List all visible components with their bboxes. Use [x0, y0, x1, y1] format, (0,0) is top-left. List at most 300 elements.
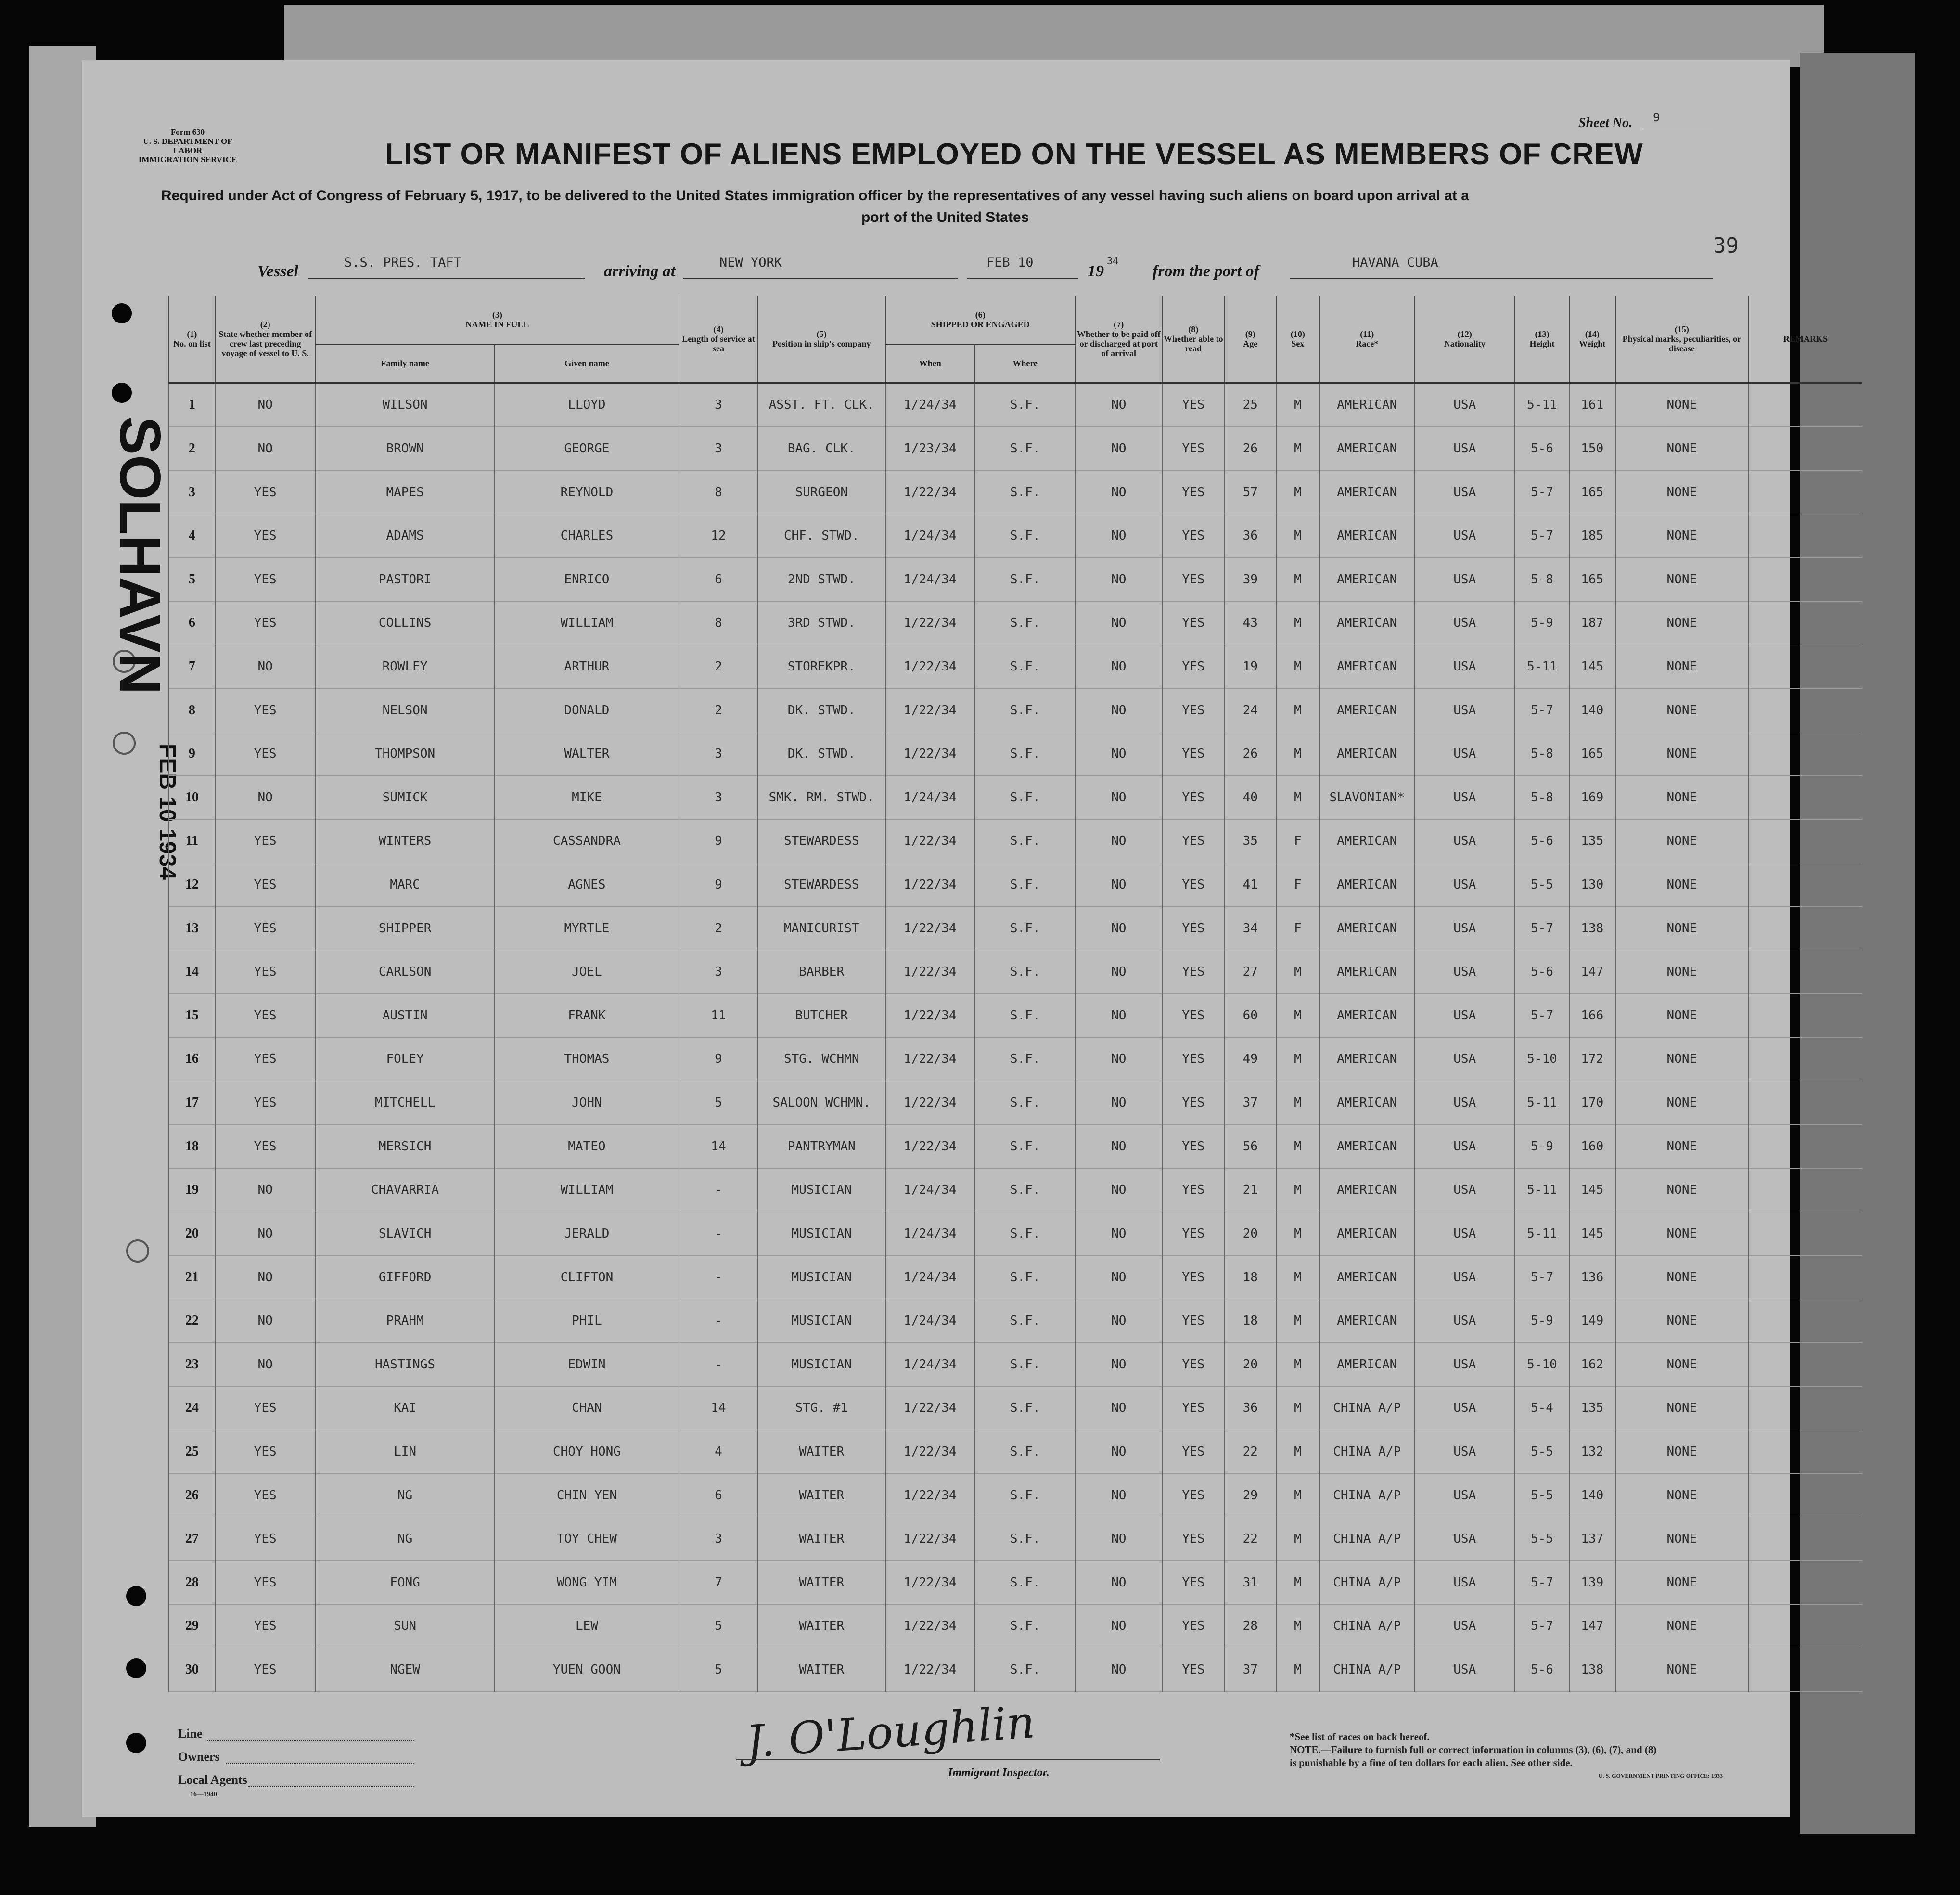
- cell-when: 1/22/34: [885, 994, 975, 1038]
- cell-age: 29: [1225, 1473, 1276, 1517]
- cell-family: SUN: [316, 1604, 495, 1648]
- cell-no: 20: [169, 1212, 215, 1256]
- header-col-14: (14) Weight: [1569, 296, 1615, 383]
- cell-age: 41: [1225, 863, 1276, 907]
- cell-marks: NONE: [1615, 1212, 1748, 1256]
- cell-service: 2: [679, 645, 758, 689]
- binder-hole: [112, 383, 132, 403]
- cell-family: CHAVARRIA: [316, 1168, 495, 1212]
- back-sheet-top: [284, 5, 1824, 67]
- cell-no: 10: [169, 776, 215, 820]
- header-col-3: (3) NAME IN FULL: [316, 296, 679, 344]
- cell-marks: NONE: [1615, 819, 1748, 863]
- cell-where: S.F.: [975, 1430, 1076, 1474]
- table-row: [169, 1561, 1862, 1605]
- cell-age: 60: [1225, 994, 1276, 1038]
- cell-prev: YES: [215, 601, 316, 645]
- cell-race: AMERICAN: [1319, 1255, 1414, 1299]
- cell-where: S.F.: [975, 688, 1076, 732]
- cell-paid: NO: [1076, 470, 1162, 514]
- cell-where: S.F.: [975, 1037, 1076, 1081]
- cell-marks: NONE: [1615, 1342, 1748, 1386]
- cell-race: AMERICAN: [1319, 1299, 1414, 1343]
- cell-paid: NO: [1076, 1212, 1162, 1256]
- cell-nat: USA: [1414, 776, 1515, 820]
- cell-weight: 165: [1569, 557, 1615, 601]
- cell-read: YES: [1162, 1124, 1225, 1168]
- table-row: [169, 557, 1862, 601]
- cell-nat: USA: [1414, 1473, 1515, 1517]
- cell-age: 21: [1225, 1168, 1276, 1212]
- table-row: [169, 1604, 1862, 1648]
- cell-weight: 185: [1569, 514, 1615, 558]
- table-row: [169, 1255, 1862, 1299]
- cell-position: MANICURIST: [758, 906, 885, 950]
- cell-no: 22: [169, 1299, 215, 1343]
- cell-paid: NO: [1076, 645, 1162, 689]
- cell-sex: M: [1276, 514, 1319, 558]
- cell-family: MAPES: [316, 470, 495, 514]
- cell-where: S.F.: [975, 1604, 1076, 1648]
- cell-remarks: [1748, 1037, 1862, 1081]
- cell-read: YES: [1162, 994, 1225, 1038]
- cell-no: 18: [169, 1124, 215, 1168]
- cell-where: S.F.: [975, 1124, 1076, 1168]
- cell-paid: NO: [1076, 732, 1162, 776]
- cell-given: ENRICO: [495, 557, 679, 601]
- cell-nat: USA: [1414, 470, 1515, 514]
- cell-weight: 161: [1569, 383, 1615, 427]
- cell-age: 28: [1225, 1604, 1276, 1648]
- cell-remarks: [1748, 1212, 1862, 1256]
- service-name: IMMIGRATION SERVICE: [138, 155, 237, 164]
- cell-given: JOEL: [495, 950, 679, 994]
- table-row: [169, 470, 1862, 514]
- page-title: LIST OR MANIFEST OF ALIENS EMPLOYED ON THE VESSEL AS MEMBERS OF CREW: [385, 138, 1643, 171]
- cell-age: 43: [1225, 601, 1276, 645]
- cell-read: YES: [1162, 1168, 1225, 1212]
- table-row: [169, 732, 1862, 776]
- cell-remarks: [1748, 470, 1862, 514]
- form-number: Form 630: [170, 128, 205, 137]
- cell-service: -: [679, 1342, 758, 1386]
- owners-label: Owners: [178, 1750, 220, 1764]
- cell-paid: NO: [1076, 1081, 1162, 1125]
- cell-when: 1/22/34: [885, 601, 975, 645]
- cell-race: CHINA A/P: [1319, 1386, 1414, 1430]
- cell-paid: NO: [1076, 1342, 1162, 1386]
- cell-age: 37: [1225, 1081, 1276, 1125]
- cell-nat: USA: [1414, 994, 1515, 1038]
- cell-remarks: [1748, 383, 1862, 427]
- cell-race: SLAVONIAN*: [1319, 776, 1414, 820]
- cell-marks: NONE: [1615, 645, 1748, 689]
- cell-weight: 162: [1569, 1342, 1615, 1386]
- cell-service: 5: [679, 1081, 758, 1125]
- cell-read: YES: [1162, 1255, 1225, 1299]
- cell-weight: 135: [1569, 1386, 1615, 1430]
- cell-height: 5-7: [1515, 906, 1569, 950]
- cell-read: YES: [1162, 776, 1225, 820]
- departure-port: HAVANA CUBA: [1352, 255, 1438, 270]
- cell-position: STG. WCHMN: [758, 1037, 885, 1081]
- cell-no: 16: [169, 1037, 215, 1081]
- cell-remarks: [1748, 1081, 1862, 1125]
- cell-given: WALTER: [495, 732, 679, 776]
- cell-sex: M: [1276, 1212, 1319, 1256]
- cell-when: 1/22/34: [885, 950, 975, 994]
- cell-height: 5-5: [1515, 1517, 1569, 1561]
- cell-height: 5-11: [1515, 1081, 1569, 1125]
- cell-when: 1/22/34: [885, 688, 975, 732]
- cell-nat: USA: [1414, 1124, 1515, 1168]
- cell-height: 5-11: [1515, 383, 1569, 427]
- table-row: [169, 1648, 1862, 1692]
- cell-prev: YES: [215, 557, 316, 601]
- header-where: Where: [975, 344, 1076, 383]
- cell-prev: YES: [215, 1473, 316, 1517]
- cell-weight: 165: [1569, 470, 1615, 514]
- cell-remarks: [1748, 732, 1862, 776]
- cell-age: 31: [1225, 1561, 1276, 1605]
- cell-race: AMERICAN: [1319, 950, 1414, 994]
- cell-weight: 147: [1569, 950, 1615, 994]
- cell-no: 30: [169, 1648, 215, 1692]
- cell-weight: 136: [1569, 1255, 1615, 1299]
- cell-given: WONG YIM: [495, 1561, 679, 1605]
- cell-no: 28: [169, 1561, 215, 1605]
- cell-paid: NO: [1076, 863, 1162, 907]
- header-col-11: (11) Race*: [1319, 296, 1414, 383]
- binder-ring: [113, 732, 136, 755]
- cell-when: 1/22/34: [885, 1124, 975, 1168]
- cell-given: CHOY HONG: [495, 1430, 679, 1474]
- cell-sex: M: [1276, 1124, 1319, 1168]
- cell-nat: USA: [1414, 1299, 1515, 1343]
- cell-paid: NO: [1076, 1168, 1162, 1212]
- cell-paid: NO: [1076, 383, 1162, 427]
- table-row: [169, 1081, 1862, 1125]
- cell-remarks: [1748, 1168, 1862, 1212]
- cell-nat: USA: [1414, 427, 1515, 471]
- cell-where: S.F.: [975, 1299, 1076, 1343]
- cell-where: S.F.: [975, 1212, 1076, 1256]
- line-underline: [207, 1740, 414, 1741]
- cell-nat: USA: [1414, 514, 1515, 558]
- cell-when: 1/24/34: [885, 557, 975, 601]
- cell-service: 3: [679, 383, 758, 427]
- table-row: [169, 1168, 1862, 1212]
- cell-sex: M: [1276, 601, 1319, 645]
- binder-hole: [126, 1658, 146, 1678]
- cell-marks: NONE: [1615, 601, 1748, 645]
- table-row: [169, 1342, 1862, 1386]
- cell-sex: M: [1276, 645, 1319, 689]
- cell-where: S.F.: [975, 1473, 1076, 1517]
- cell-service: 2: [679, 906, 758, 950]
- cell-sex: M: [1276, 1473, 1319, 1517]
- cell-service: 3: [679, 1517, 758, 1561]
- cell-family: NG: [316, 1473, 495, 1517]
- cell-marks: NONE: [1615, 1037, 1748, 1081]
- cell-weight: 135: [1569, 819, 1615, 863]
- cell-read: YES: [1162, 1604, 1225, 1648]
- cell-family: SUMICK: [316, 776, 495, 820]
- date-underline: [967, 278, 1078, 279]
- cell-read: YES: [1162, 601, 1225, 645]
- cell-nat: USA: [1414, 1517, 1515, 1561]
- cell-given: FRANK: [495, 994, 679, 1038]
- cell-height: 5-9: [1515, 601, 1569, 645]
- table-row: [169, 1517, 1862, 1561]
- cell-when: 1/22/34: [885, 1561, 975, 1605]
- cell-where: S.F.: [975, 383, 1076, 427]
- cell-position: MUSICIAN: [758, 1299, 885, 1343]
- table-row: [169, 950, 1862, 994]
- table-row: [169, 1430, 1862, 1474]
- cell-no: 4: [169, 514, 215, 558]
- cell-weight: 140: [1569, 1473, 1615, 1517]
- cell-no: 13: [169, 906, 215, 950]
- cell-read: YES: [1162, 1299, 1225, 1343]
- cell-position: BUTCHER: [758, 994, 885, 1038]
- cell-given: CHAN: [495, 1386, 679, 1430]
- cell-weight: 140: [1569, 688, 1615, 732]
- cell-when: 1/24/34: [885, 776, 975, 820]
- cell-no: 15: [169, 994, 215, 1038]
- cell-height: 5-6: [1515, 1648, 1569, 1692]
- cell-sex: M: [1276, 688, 1319, 732]
- cell-marks: NONE: [1615, 1561, 1748, 1605]
- header-col-8: (8) Whether able to read: [1162, 296, 1225, 383]
- cell-position: WAITER: [758, 1473, 885, 1517]
- header-col-9: (9) Age: [1225, 296, 1276, 383]
- cell-marks: NONE: [1615, 688, 1748, 732]
- header-col-6: (6) SHIPPED OR ENGAGED: [885, 296, 1076, 344]
- fine-note-line-2: is punishable by a fine of ten dollars for each alien. See other side.: [1290, 1757, 1573, 1768]
- cell-paid: NO: [1076, 1386, 1162, 1430]
- cell-read: YES: [1162, 1342, 1225, 1386]
- cell-where: S.F.: [975, 1517, 1076, 1561]
- cell-sex: F: [1276, 863, 1319, 907]
- cell-marks: NONE: [1615, 1081, 1748, 1125]
- cell-position: STOREKPR.: [758, 645, 885, 689]
- cell-race: AMERICAN: [1319, 470, 1414, 514]
- crew-manifest-table: [168, 296, 1862, 1692]
- cell-when: 1/22/34: [885, 1081, 975, 1125]
- cell-where: S.F.: [975, 470, 1076, 514]
- cell-race: CHINA A/P: [1319, 1517, 1414, 1561]
- cell-race: CHINA A/P: [1319, 1430, 1414, 1474]
- form-id: [135, 128, 241, 164]
- cell-marks: NONE: [1615, 1168, 1748, 1212]
- cell-no: 25: [169, 1430, 215, 1474]
- cell-where: S.F.: [975, 950, 1076, 994]
- cell-read: YES: [1162, 863, 1225, 907]
- cell-race: AMERICAN: [1319, 1168, 1414, 1212]
- cell-remarks: [1748, 776, 1862, 820]
- binder-ring: [126, 1239, 149, 1263]
- table-row: [169, 906, 1862, 950]
- cell-sex: M: [1276, 1255, 1319, 1299]
- cell-weight: 165: [1569, 732, 1615, 776]
- cell-given: ARTHUR: [495, 645, 679, 689]
- cell-weight: 145: [1569, 1212, 1615, 1256]
- cell-height: 5-6: [1515, 950, 1569, 994]
- cell-given: THOMAS: [495, 1037, 679, 1081]
- cell-read: YES: [1162, 1517, 1225, 1561]
- cell-service: 9: [679, 1037, 758, 1081]
- cell-paid: NO: [1076, 1430, 1162, 1474]
- header-col-12: (12) Nationality: [1414, 296, 1515, 383]
- cell-family: NG: [316, 1517, 495, 1561]
- cell-position: ASST. FT. CLK.: [758, 383, 885, 427]
- cell-age: 26: [1225, 732, 1276, 776]
- cell-no: 21: [169, 1255, 215, 1299]
- from-port-label: from the port of: [1153, 262, 1259, 280]
- binder-hole: [112, 303, 132, 323]
- table-row: [169, 383, 1862, 427]
- races-note: [1290, 1730, 1723, 1782]
- cell-where: S.F.: [975, 1648, 1076, 1692]
- cell-sex: M: [1276, 1299, 1319, 1343]
- cell-weight: 147: [1569, 1604, 1615, 1648]
- cell-given: EDWIN: [495, 1342, 679, 1386]
- agents-underline: [248, 1786, 414, 1787]
- cell-height: 5-11: [1515, 645, 1569, 689]
- cell-given: JOHN: [495, 1081, 679, 1125]
- cell-where: S.F.: [975, 557, 1076, 601]
- cell-remarks: [1748, 1342, 1862, 1386]
- cell-position: SMK. RM. STWD.: [758, 776, 885, 820]
- cell-service: 6: [679, 1473, 758, 1517]
- cell-service: -: [679, 1212, 758, 1256]
- cell-paid: NO: [1076, 994, 1162, 1038]
- races-note-line: *See list of races on back hereof.: [1290, 1731, 1430, 1742]
- cell-height: 5-7: [1515, 514, 1569, 558]
- cell-weight: 138: [1569, 906, 1615, 950]
- cell-age: 35: [1225, 819, 1276, 863]
- table-row: [169, 1212, 1862, 1256]
- cell-race: AMERICAN: [1319, 383, 1414, 427]
- cell-race: CHINA A/P: [1319, 1561, 1414, 1605]
- cell-nat: USA: [1414, 906, 1515, 950]
- cell-marks: NONE: [1615, 427, 1748, 471]
- cell-prev: YES: [215, 863, 316, 907]
- sheet-number: 9: [1653, 111, 1660, 124]
- cell-position: PANTRYMAN: [758, 1124, 885, 1168]
- cell-remarks: [1748, 863, 1862, 907]
- cell-family: GIFFORD: [316, 1255, 495, 1299]
- cell-given: WILLIAM: [495, 601, 679, 645]
- cell-prev: NO: [215, 1255, 316, 1299]
- cell-prev: YES: [215, 1648, 316, 1692]
- cell-height: 5-10: [1515, 1037, 1569, 1081]
- cell-no: 8: [169, 688, 215, 732]
- cell-service: 7: [679, 1561, 758, 1605]
- cell-sex: M: [1276, 1386, 1319, 1430]
- cell-no: 7: [169, 645, 215, 689]
- cell-age: 20: [1225, 1342, 1276, 1386]
- cell-sex: M: [1276, 383, 1319, 427]
- cell-service: 14: [679, 1124, 758, 1168]
- port-underline: [1290, 278, 1713, 279]
- arrival-underline: [683, 278, 958, 279]
- crew-rows: [169, 383, 1862, 1692]
- cell-marks: NONE: [1615, 1604, 1748, 1648]
- cell-position: STG. #1: [758, 1386, 885, 1430]
- cell-paid: NO: [1076, 427, 1162, 471]
- cell-no: 5: [169, 557, 215, 601]
- cell-family: COLLINS: [316, 601, 495, 645]
- year-prefix: 19: [1088, 262, 1104, 280]
- cell-paid: NO: [1076, 1255, 1162, 1299]
- cell-read: YES: [1162, 1386, 1225, 1430]
- line-label: Line: [178, 1727, 203, 1740]
- cell-prev: YES: [215, 1386, 316, 1430]
- header-col-10: (10) Sex: [1276, 296, 1319, 383]
- vessel-underline: [308, 278, 585, 279]
- header-given-name: Given name: [495, 344, 679, 383]
- cell-remarks: [1748, 1517, 1862, 1561]
- cell-race: AMERICAN: [1319, 601, 1414, 645]
- cell-race: AMERICAN: [1319, 514, 1414, 558]
- cell-service: 9: [679, 819, 758, 863]
- cell-prev: NO: [215, 1342, 316, 1386]
- cell-race: AMERICAN: [1319, 906, 1414, 950]
- cell-service: 5: [679, 1648, 758, 1692]
- vessel-label: Vessel: [257, 262, 298, 280]
- table-row: [169, 776, 1862, 820]
- cell-race: AMERICAN: [1319, 1081, 1414, 1125]
- cell-paid: NO: [1076, 776, 1162, 820]
- cell-service: -: [679, 1299, 758, 1343]
- cell-family: WILSON: [316, 383, 495, 427]
- cell-read: YES: [1162, 732, 1225, 776]
- cell-nat: USA: [1414, 557, 1515, 601]
- department-name: U. S. DEPARTMENT OF LABOR: [143, 137, 232, 155]
- cell-nat: USA: [1414, 383, 1515, 427]
- header-remarks: REMARKS: [1748, 296, 1862, 383]
- table-row: [169, 1386, 1862, 1430]
- date-stamp: FEB 10 1934: [154, 744, 180, 880]
- cell-when: 1/22/34: [885, 1648, 975, 1692]
- table-row: [169, 1037, 1862, 1081]
- cell-marks: NONE: [1615, 732, 1748, 776]
- cell-when: 1/22/34: [885, 645, 975, 689]
- cell-nat: USA: [1414, 1604, 1515, 1648]
- cell-nat: USA: [1414, 819, 1515, 863]
- cell-position: WAITER: [758, 1648, 885, 1692]
- cell-position: STEWARDESS: [758, 863, 885, 907]
- cell-service: -: [679, 1255, 758, 1299]
- cell-when: 1/24/34: [885, 383, 975, 427]
- cell-height: 5-5: [1515, 1430, 1569, 1474]
- cell-nat: USA: [1414, 1212, 1515, 1256]
- year-value: 34: [1107, 255, 1119, 267]
- table-row: [169, 514, 1862, 558]
- cell-weight: 145: [1569, 645, 1615, 689]
- cell-remarks: [1748, 1561, 1862, 1605]
- cell-given: CHIN YEN: [495, 1473, 679, 1517]
- header-col-1: (1) No. on list: [169, 296, 215, 383]
- cell-service: 5: [679, 1604, 758, 1648]
- cell-marks: NONE: [1615, 950, 1748, 994]
- cell-position: DK. STWD.: [758, 688, 885, 732]
- cell-where: S.F.: [975, 776, 1076, 820]
- cell-height: 5-6: [1515, 427, 1569, 471]
- cell-service: 3: [679, 950, 758, 994]
